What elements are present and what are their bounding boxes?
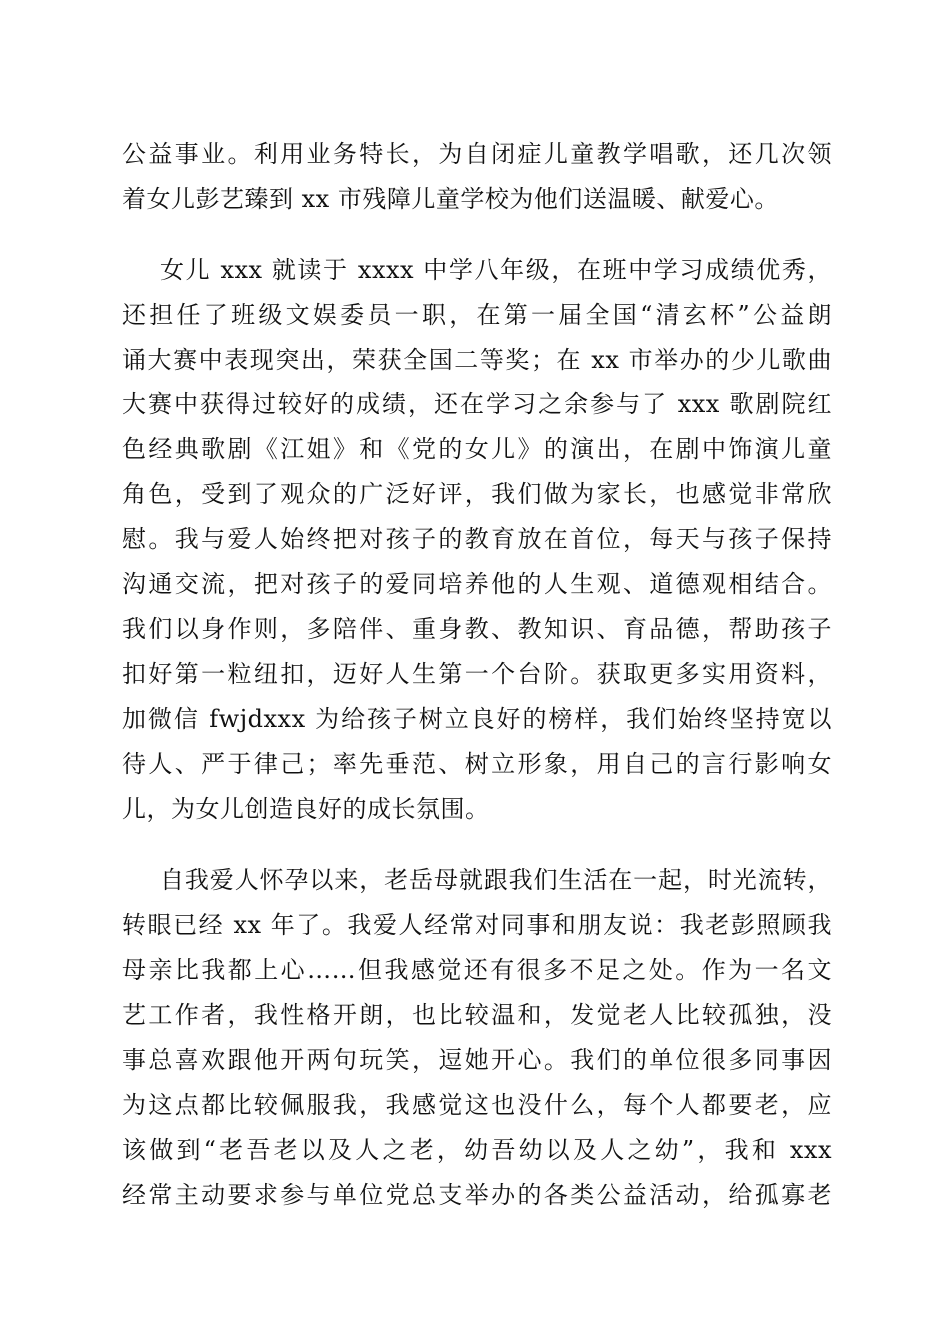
text-line: 待人、严于律己；率先垂范、树立形象，用自己的言行影响女 xyxy=(122,750,832,778)
text-line: 着女儿彭艺臻到 xx 市残障儿童学校为他们送温暖、献爱心。 xyxy=(122,185,779,213)
text-line: 扣好第一粒纽扣，迈好人生第一个台阶。获取更多实用资料， xyxy=(122,660,832,688)
text-line: 加微信 fwjdxxx 为给孩子树立良好的榜样，我们始终坚持宽以 xyxy=(122,705,832,733)
text-line: 该做到“老吾老以及人之老，幼吾幼以及人之幼”，我和 xxx xyxy=(122,1136,832,1164)
text-line: 慰。我与爱人始终把对孩子的教育放在首位，每天与孩子保持 xyxy=(122,525,832,553)
text-line: 诵大赛中表现突出，荣获全国二等奖；在 xx 市举办的少儿歌曲 xyxy=(122,346,832,374)
text-line: 为这点都比较佩服我，我感觉这也没什么，每个人都要老，应 xyxy=(122,1091,832,1119)
text-line: 母亲比我都上心……但我感觉还有很多不足之处。作为一名文 xyxy=(122,956,832,984)
text-line: 儿，为女儿创造良好的成长氛围。 xyxy=(122,795,490,823)
text-line: 转眼已经 xx 年了。我爱人经常对同事和朋友说：我老彭照顾我 xyxy=(122,911,832,939)
text-line: 色经典歌剧《江姐》和《党的女儿》的演出，在剧中饰演儿童 xyxy=(122,435,832,463)
text-line: 公益事业。利用业务特长，为自闭症儿童教学唱歌，还几次领 xyxy=(122,140,832,168)
text-line: 我们以身作则，多陪伴、重身教、教知识、育品德，帮助孩子 xyxy=(122,615,832,643)
text-line: 大赛中获得过较好的成绩，还在学习之余参与了 xxx 歌剧院红 xyxy=(122,390,832,418)
text-line: 事总喜欢跟他开两句玩笑，逗她开心。我们的单位很多同事因 xyxy=(122,1046,832,1074)
text-line: 角色，受到了观众的广泛好评，我们做为家长，也感觉非常欣 xyxy=(122,480,832,508)
text-line: 艺工作者，我性格开朗，也比较温和，发觉老人比较孤独，没 xyxy=(122,1001,832,1029)
text-line: 经常主动要求参与单位党总支举办的各类公益活动，给孤寡老 xyxy=(122,1181,832,1209)
paragraph-first-line: 女儿 xxx 就读于 xxxx 中学八年级，在班中学习成绩优秀， xyxy=(160,256,832,284)
text-line: 还担任了班级文娱委员一职，在第一届全国“清玄杯”公益朗 xyxy=(122,301,832,329)
paragraph-first-line: 自我爱人怀孕以来，老岳母就跟我们生活在一起，时光流转， xyxy=(160,866,832,894)
text-line: 沟通交流，把对孩子的爱同培养他的人生观、道德观相结合。 xyxy=(122,570,832,598)
